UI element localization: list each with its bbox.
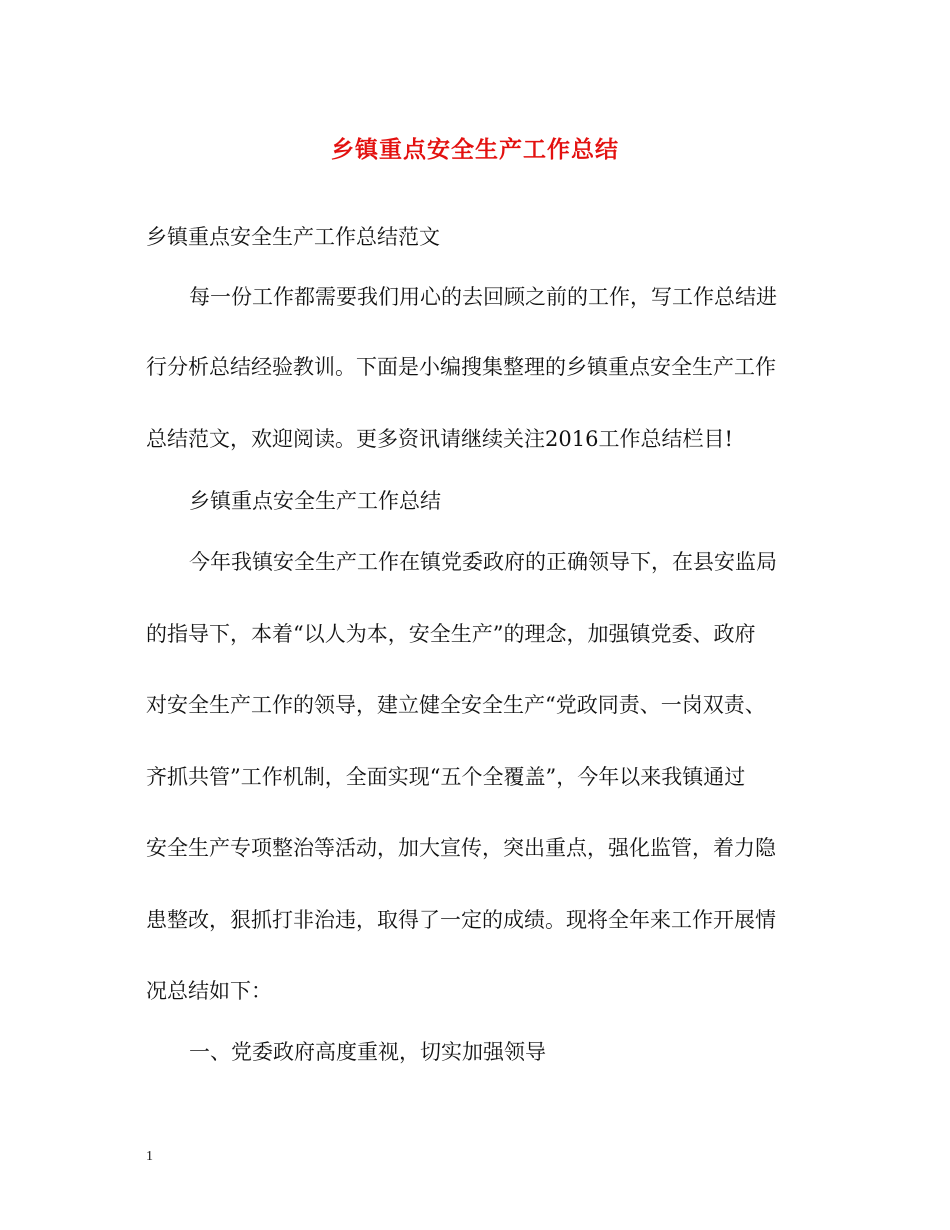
- body-line: 的指导下，本着“以人为本，安全生产”的理念，加强镇党委、政府: [146, 622, 756, 646]
- body-line: 患整改，狠抓打非治违，取得了一定的成绩。现将全年来工作开展情: [146, 908, 776, 932]
- section-heading: 一、党委政府高度重视，切实加强领导: [189, 1040, 546, 1064]
- body-line: 况总结如下：: [146, 979, 272, 1003]
- subtitle-line: 乡镇重点安全生产工作总结范文: [146, 225, 440, 249]
- page-number: 1: [146, 1149, 153, 1164]
- body-line: 行分析总结经验教训。下面是小编搜集整理的乡镇重点安全生产工作: [146, 355, 776, 379]
- body-line: 今年我镇安全生产工作在镇党委政府的正确领导下，在县安监局: [189, 550, 777, 574]
- section-heading: 乡镇重点安全生产工作总结: [189, 489, 441, 513]
- body-line: 每一份工作都需要我们用心的去回顾之前的工作，写工作总结进: [189, 285, 777, 309]
- document-title: 乡镇重点安全生产工作总结: [331, 136, 619, 163]
- body-line: 对安全生产工作的领导，建立健全安全生产“党政同责、一岗双责、: [146, 693, 766, 717]
- body-line: 总结范文，欢迎阅读。更多资讯请继续关注2016工作总结栏目!: [146, 427, 733, 451]
- body-line: 安全生产专项整治等活动，加大宣传，突出重点，强化监管，着力隐: [146, 836, 776, 860]
- body-line: 齐抓共管”工作机制，全面实现“五个全覆盖”，今年以来我镇通过: [146, 765, 746, 789]
